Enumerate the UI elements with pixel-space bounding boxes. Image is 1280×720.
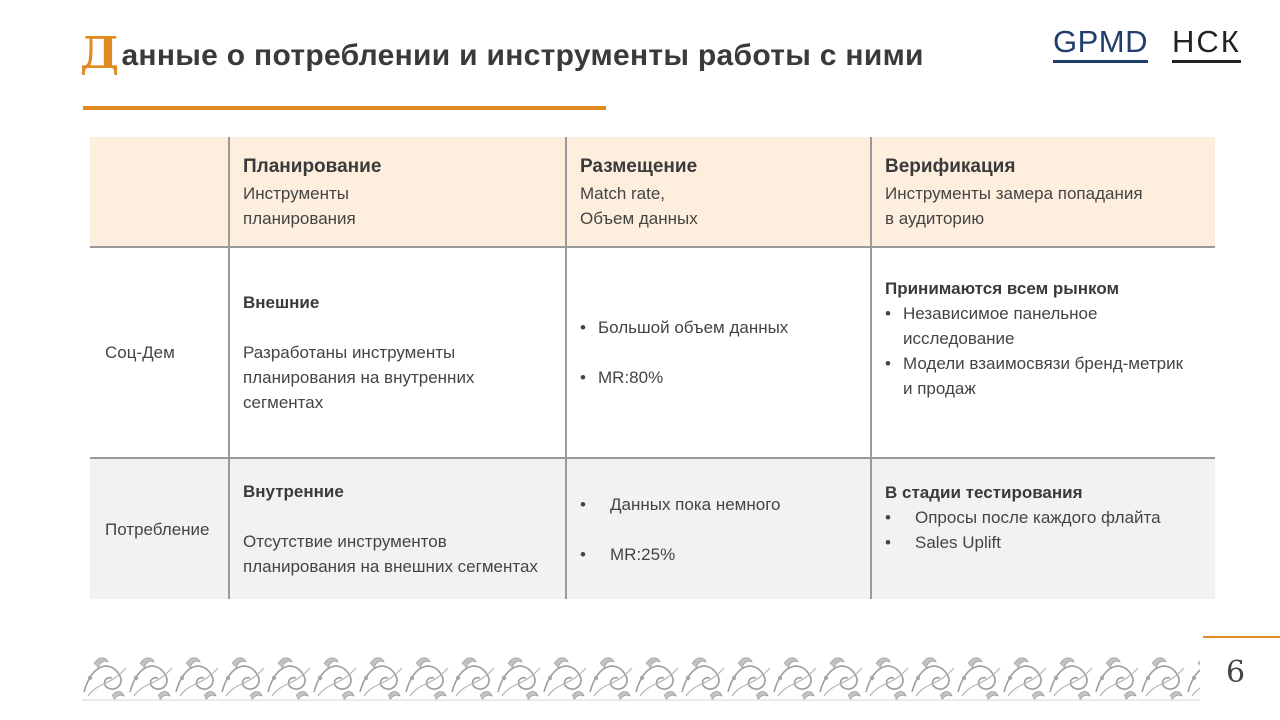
- column-subtitle: Инструменты: [243, 183, 350, 203]
- header-cell-placement: [567, 137, 871, 246]
- cell-heading: Внешние: [243, 293, 320, 312]
- row-label: [90, 248, 228, 457]
- column-subtitle: планирования: [243, 208, 356, 228]
- cell-text: Отсутствие инструментов: [243, 532, 447, 551]
- row-label-text: Соц-Дем: [105, 343, 175, 362]
- gpmd-logo: GPMD: [1053, 26, 1148, 63]
- bullet-glyph: •: [580, 368, 586, 387]
- bullet-glyph: •: [885, 354, 891, 373]
- list-item-text: Sales Uplift: [915, 533, 1001, 552]
- column-divider: [870, 137, 872, 599]
- list-item: [580, 542, 859, 567]
- list-item: [885, 351, 1203, 401]
- verification-cell: [872, 248, 1215, 457]
- list-item: [580, 492, 859, 517]
- column-subtitle: в аудиторию: [885, 208, 985, 228]
- column-subtitle: Инструменты замера попадания: [885, 183, 1143, 203]
- column-divider: [228, 137, 230, 599]
- list-item-text: Данных пока немного: [610, 494, 781, 514]
- page-number-rule: [1203, 636, 1280, 638]
- table-header-row: [90, 137, 1215, 248]
- slide-title: [80, 26, 924, 86]
- cell-text: планирования на внутренних: [243, 368, 475, 387]
- bullet-glyph: •: [580, 544, 586, 564]
- title-underline: [83, 106, 606, 110]
- cell-text: планирования на внешних сегментах: [243, 557, 538, 576]
- placement-cell: [567, 248, 871, 457]
- table-row-consumption: [90, 459, 1215, 599]
- list-item: [885, 505, 1203, 530]
- bullet-glyph: •: [580, 318, 586, 337]
- title-initial-letter: Д: [80, 28, 120, 79]
- list-item: [885, 301, 1203, 351]
- list-item-text: MR:80%: [598, 368, 664, 387]
- header-corner-cell: [90, 137, 228, 246]
- bullet-glyph: •: [885, 508, 891, 527]
- nsk-logo: НСК: [1172, 26, 1241, 63]
- placement-cell: [567, 459, 871, 599]
- column-title: Планирование: [243, 155, 382, 177]
- list-item-text: Опросы после каждого флайта: [915, 508, 1161, 527]
- table-row-socdem: [90, 248, 1215, 459]
- column-title: Верификация: [885, 155, 1016, 177]
- row-label-text: Потребление: [105, 519, 210, 539]
- verification-cell: [872, 459, 1215, 599]
- column-subtitle: Объем данных: [580, 208, 698, 228]
- column-divider: [565, 137, 567, 599]
- header-cell-planning: [230, 137, 566, 246]
- cell-heading: Принимаются всем рынком: [885, 279, 1120, 298]
- list-item: [580, 365, 859, 390]
- list-item: [885, 530, 1203, 555]
- column-title: Размещение: [580, 155, 698, 177]
- list-item: [580, 315, 859, 340]
- bullet-glyph: •: [885, 304, 891, 323]
- planning-cell: [230, 248, 566, 457]
- list-item-text: Модели взаимосвязи бренд-метрик и продаж: [903, 354, 1184, 398]
- page-number: 6: [1226, 655, 1246, 690]
- list-item-text: Независимое панельное исследование: [903, 304, 1098, 348]
- row-label: [90, 459, 228, 599]
- column-subtitle: Match rate,: [580, 183, 666, 203]
- list-item-text: MR:25%: [610, 544, 676, 564]
- cell-text: сегментах: [243, 393, 324, 412]
- title-text: анные о потреблении и инструменты работы с ними: [121, 39, 924, 72]
- cell-heading: В стадии тестирования: [885, 483, 1083, 502]
- cell-heading: Внутренние: [243, 482, 344, 501]
- bullet-glyph: •: [580, 494, 586, 514]
- cell-text: Разработаны инструменты: [243, 343, 456, 362]
- header-cell-verification: [872, 137, 1215, 246]
- data-tools-table: [90, 137, 1215, 599]
- bullet-glyph: •: [885, 533, 891, 552]
- planning-cell: [230, 459, 566, 599]
- ornament-border-icon: [82, 652, 1200, 704]
- list-item-text: Большой объем данных: [598, 318, 789, 337]
